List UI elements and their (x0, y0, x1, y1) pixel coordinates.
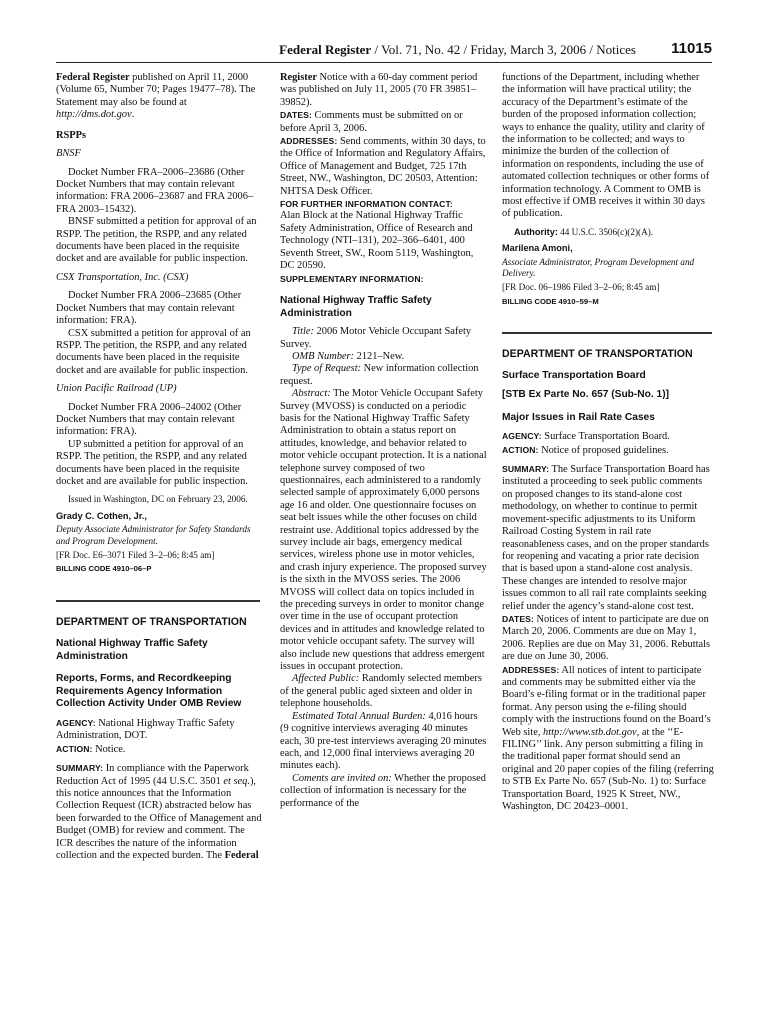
issue-info: / Vol. 71, No. 42 / Friday, March 3, 2006 / Notices (371, 42, 636, 57)
section-divider (56, 600, 260, 602)
dms-link[interactable]: http://dms.dot.gov (56, 109, 132, 121)
dates-paragraph: DATES: Notices of intent to participate are due on March 20, 2006. Comments are due on May 1, 2006. Replies are due on May 31, 2006. Rebuttals are due on June 30, 2006. (502, 613, 711, 663)
comment-period-paragraph: Register Notice with a 60-day comment period was published on July 11, 2005 (70 FR 39851–39852). (280, 72, 478, 108)
fr-doc-line: [FR Doc. 06–1986 Filed 3–2–06; 8:45 am] (502, 282, 660, 293)
action-line: ACTION: Notice of proposed guidelines. (502, 444, 669, 456)
subject-heading: Major Issues in Rail Rate Cases (502, 411, 655, 423)
agency-line: AGENCY: Surface Transportation Board. (502, 431, 670, 443)
up-docket: Docket Number FRA 2006–24002 (Other Docket Numbers that may contain relevant information: FRA). (56, 401, 242, 438)
intro-paragraph: Federal Register published on April 11, 2000 (Volume 65, Number 70; Pages 19477–78). The Statement may also be found at http://dms.dot.gov. (56, 72, 256, 121)
type-of-request-line: Type of Request: New information collection request. (280, 363, 479, 387)
further-info-contact: Alan Block at the National Highway Traffic Safety Administration, Office of Research and Technology (NTI–131), 202–366–6401, 400 Seventh Street, SW., Room 5119, Washington, DC 20590. (280, 210, 474, 272)
page-header (56, 40, 712, 60)
board-heading: Surface Transportation Board (502, 370, 646, 382)
abstract-paragraph: Abstract: The Motor Vehicle Occupant Safety Survey (MVOSS) is conducted on a periodic basis for the National Highway Traffic Safety Administration to obtain a status report on attitudes, knowledge, and behavior related to motor vehicle occupant protection. It is a national telephone survey composed of two questionnaires, each administered to a randomly selected sample of approximately 6,000 persons age 16 and older. One questionnaire focuses on seat belt issues while the other focuses on child restraint use. Additional topics addressed by the survey include air bags, emergency medical services, wireless phone use in motor vehicles, and crash injury experience. The proposed survey is the sixth in the MVOSS series. The 2006 MVOSS will collect data on topics included in the preceding surveys in order to monitor change over time in the use of occupant protection devices and in attitudes and knowledge related to motor vehicle occupant safety. The survey will also include new questions that address emergent issues in occupant protection. (280, 388, 487, 673)
bnsf-heading: BNSF (56, 148, 81, 160)
summary-paragraph: SUMMARY: The Surface Transportation Board has instituted a proceeding to seek public comments on proposed changes to its stand-alone cost methodology, on whether to continue to permit movement-specific adjustments to its Uniform Railroad Costing System in rail rate reasonableness cases, and on the proper standards for reopening and vacating a prior rate decision that is based upon a stand-alone cost analysis. These changes are intended to resolve major issues common to all rail rate complaints seeking relief under the agency’s stand-alone cost test. (502, 464, 710, 612)
billing-code: BILLING CODE 4910–06–P (56, 564, 152, 574)
agency-line: AGENCY: National Highway Traffic Safety Administration, DOT. (56, 717, 235, 742)
column-3 (502, 72, 714, 813)
burden-paragraph: Estimated Total Annual Burden: 4,016 hours (9 cognitive interviews averaging 40 minutes each, 30 pre-test interviews averaging 20 minutes each, and 12,000 final interviews averaging 20 minutes each). (280, 710, 487, 772)
agency-heading: National Highway Traffic Safety Administration (280, 294, 432, 319)
rspps-heading: RSPPs (56, 129, 87, 141)
billing-code: BILLING CODE 4910–59–M (502, 296, 599, 306)
dates-paragraph: DATES: Comments must be submitted on or before April 3, 2006. (280, 110, 463, 134)
up-body: UP submitted a petition for approval of an RSPP. The petition, the RSPP, and any related documents have been placed in the requisite docket and are available for public inspection. (56, 438, 248, 487)
authority-line: Authority: 44 U.S.C. 3506(c)(2)(A). (514, 226, 654, 237)
title-line: Title: 2006 Motor Vehicle Occupant Safety Survey. (280, 326, 472, 350)
bnsf-docket: Docket Number FRA–2006–23686 (Other Docket Numbers that may contain relevant information: FRA 2006–23687 and FRA 2006–FRA 2003–15432). (56, 166, 254, 215)
comments-invited-paragraph: Coments are invited on: Whether the proposed collection of information is necessary for the performance of the (280, 772, 486, 809)
csx-docket: Docket Number FRA 2006–23685 (Other Docket Numbers that may contain relevant information: FRA). (56, 290, 242, 327)
functions-paragraph: functions of the Department, including whether the information will have practical utility; the accuracy of the Department’s estimate of the burden of the proposed information collection; ways to enhance the quality, utility and clarity of the information to be collected; and ways to minimize the burden of the collection of information on respondents, including the use of automated collection techniques or other forms of information technology. A Comment to OMB is most effective if OMB receives it within 30 days of publication. (502, 72, 710, 220)
signer-title: Deputy Associate Administrator for Safety Standards and Program Development. (56, 524, 251, 546)
signer-title: Associate Administrator, Program Development and Delivery. (502, 256, 695, 279)
department-heading: DEPARTMENT OF TRANSPORTATION (502, 348, 693, 361)
fr-doc-line: [FR Doc. E6–3071 Filed 3–2–06; 8:45 am] (56, 549, 215, 560)
stb-link[interactable]: http://www.stb.dot.gov (543, 726, 637, 738)
subject-heading: Reports, Forms, and Recordkeeping Requirements Agency Information Collection Activity Under OMB Review (56, 673, 242, 710)
issued-line: Issued in Washington, DC on February 23, 2006. (68, 494, 248, 505)
page-number: 11015 (671, 40, 712, 57)
csx-body: CSX submitted a petition for approval of an RSPP. The petition, the RSPP, and any related documents have been placed in the requisite docket and are available for public inspection. (56, 327, 251, 376)
supplementary-label: SUPPLEMENTARY INFORMATION: (280, 273, 424, 284)
affected-public-paragraph: Affected Public: Randomly selected members of the general public aged sixteen and older in telephone households. (280, 673, 482, 710)
further-info-label: FOR FURTHER INFORMATION CONTACT: (280, 199, 453, 210)
header-rule (56, 62, 712, 63)
bnsf-body: BNSF submitted a petition for approval of an RSPP. The petition, the RSPP, and any related documents have been placed in the requisite docket and are available for public inspection. (56, 216, 257, 265)
docket-heading: [STB Ex Parte No. 657 (Sub-No. 1)] (502, 389, 669, 401)
action-line: ACTION: Notice. (56, 743, 126, 755)
signer-name: Grady C. Cothen, Jr., (56, 510, 147, 521)
addresses-paragraph: ADDRESSES: All notices of intent to participate and comments may be submitted either via the Board’s e-filing format or in the traditional paper format. Any person using the e-filing should comply with the instructions found on the Board’s Web site, http://www.stb.dot.gov, at the ‘‘E-FILING’’ link. Any person submitting a filing in the traditional paper format should send an original and 20 paper copies of the filing (referring to STB Ex Parte No. 657 (Sub-No. 1) to: Surface Transportation Board, 1925 K Street, NW., Washington, DC 20423–0001. (502, 664, 714, 813)
journal-name: Federal Register (279, 42, 372, 57)
omb-number-line: OMB Number: 2121–New. (292, 350, 405, 362)
csx-heading: CSX Transportation, Inc. (CSX) (56, 271, 189, 283)
column-2 (280, 72, 488, 810)
up-heading: Union Pacific Railroad (UP) (56, 383, 177, 395)
agency-heading: National Highway Traffic Safety Administration (56, 637, 208, 662)
department-heading: DEPARTMENT OF TRANSPORTATION (56, 615, 247, 628)
header-citation (279, 42, 636, 58)
signer-name: Marilena Amoni, (502, 243, 573, 254)
column-1 (56, 72, 264, 862)
section-divider (502, 332, 712, 334)
addresses-paragraph: ADDRESSES: Send comments, within 30 days, to the Office of Information and Regulatory Affairs, Office of Management and Budget, 725 17th Street, NW., Washington, DC 20503, Attention: NHTSA Desk Officer. (280, 136, 486, 197)
summary-paragraph: SUMMARY: In compliance with the Paperwork Reduction Act of 1995 (44 U.S.C. 3501 et seq.), this notice announces that the Information Collection Request (ICR) abstracted below has been forwarded to the Office of Management and Budget (OMB) for review and comment. The ICR describes the nature of the information collection and the expected burden. The Federal (56, 763, 262, 861)
